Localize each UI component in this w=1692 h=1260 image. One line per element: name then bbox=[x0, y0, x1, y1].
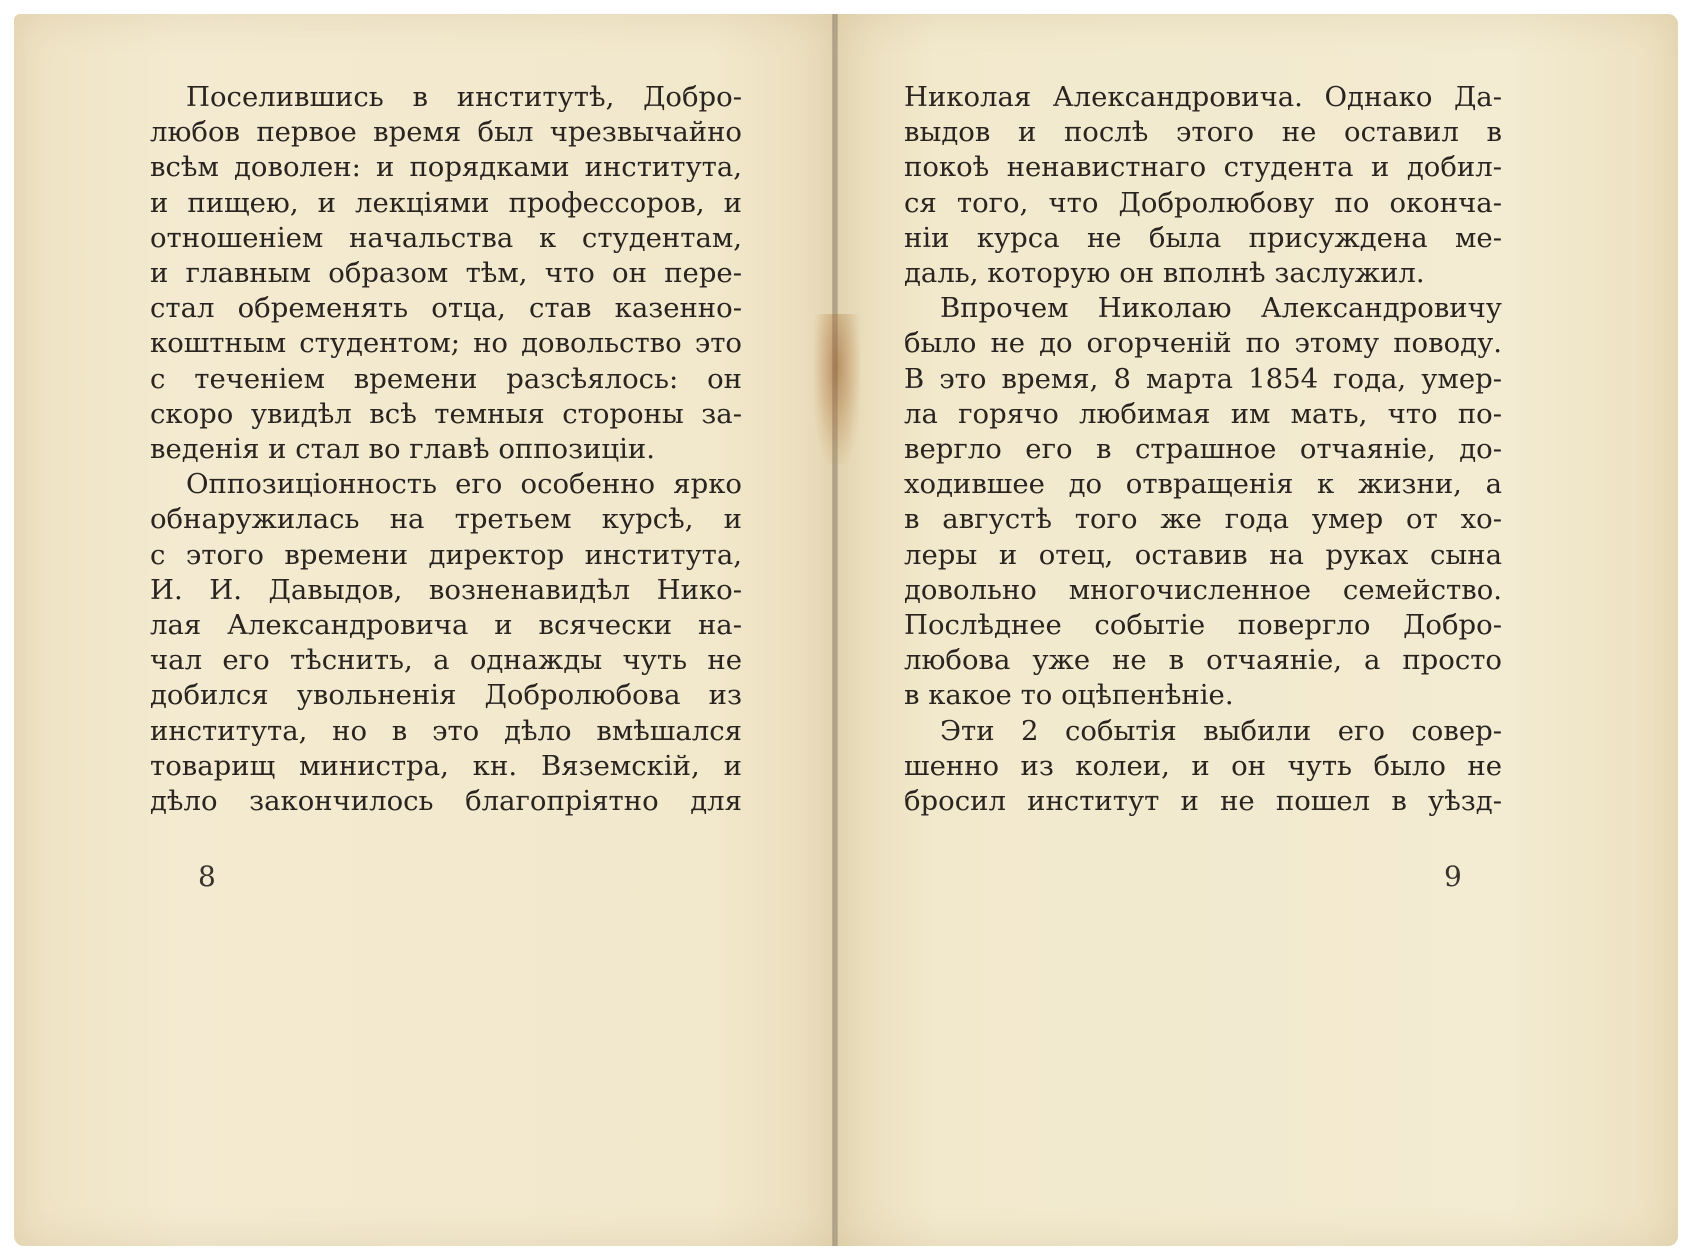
text-line: шенно из колеи, и он чуть было не bbox=[904, 749, 1502, 782]
text-line: с этого времени директор института, bbox=[150, 538, 742, 571]
text-line: выдов и послѣ этого не оставил в bbox=[904, 116, 1502, 149]
text-line: веденія и стал во главѣ оппозиціи. bbox=[150, 433, 655, 466]
right-page-text bbox=[904, 80, 1502, 819]
text-line: Поселившись в институтѣ, Добро- bbox=[186, 81, 742, 113]
text-line: Оппозиціонность его особенно ярко bbox=[186, 468, 742, 501]
text-line: и главным образом тѣм, что он пере- bbox=[150, 257, 742, 290]
text-line: скоро увидѣл всѣ темныя стороны за- bbox=[150, 397, 742, 430]
text-line: и пищею, и лекціями профессоров, и bbox=[150, 186, 742, 219]
book-gutter bbox=[832, 14, 838, 1246]
page-number-left: 8 bbox=[198, 860, 216, 893]
text-line: обнаружилась на третьем курсѣ, и bbox=[150, 503, 742, 536]
text-line: отношеніем начальства к студентам, bbox=[150, 221, 742, 254]
page-number-right: 9 bbox=[1444, 860, 1462, 893]
text-line: покоѣ ненавистнаго студента и добил- bbox=[904, 151, 1502, 184]
text-line: вергло его в страшное отчаяніе, до- bbox=[904, 433, 1502, 466]
text-line: леры и отец, оставив на руках сына bbox=[904, 538, 1502, 571]
text-line: ся того, что Добролюбову по оконча- bbox=[904, 186, 1502, 219]
text-line: даль, которую он вполнѣ заслужил. bbox=[904, 257, 1425, 290]
text-line: коштным студентом; но довольство это bbox=[150, 327, 742, 360]
stain-mark bbox=[814, 314, 860, 464]
left-page-text bbox=[150, 80, 742, 819]
text-line: чал его тѣснить, а однажды чуть не bbox=[150, 644, 742, 677]
text-line: в какое то оцѣпенѣніе. bbox=[904, 679, 1234, 712]
text-line: Впрочем Николаю Александровичу bbox=[940, 292, 1502, 325]
text-line: Эти 2 событія выбили его совер- bbox=[940, 714, 1502, 747]
text-line: института, но в это дѣло вмѣшался bbox=[150, 714, 742, 747]
text-line: любов первое время был чрезвычайно bbox=[150, 116, 742, 149]
text-line: И. И. Давыдов, возненавидѣл Нико- bbox=[150, 573, 742, 606]
text-line: Послѣднее событіе повергло Добро- bbox=[904, 609, 1502, 642]
text-line: стал обременять отца, став казенно- bbox=[150, 292, 742, 325]
text-line: любова уже не в отчаяніе, а просто bbox=[904, 644, 1502, 677]
text-line: ходившее до отвращенія к жизни, а bbox=[904, 468, 1502, 501]
text-line: ла горячо любимая им мать, что по- bbox=[904, 397, 1502, 430]
text-line: Николая Александровича. Однако Да- bbox=[904, 81, 1502, 113]
text-line: бросил институт и не пошел в уѣзд- bbox=[904, 785, 1502, 818]
text-line: в августѣ того же года умер от хо- bbox=[904, 503, 1502, 536]
text-line: добился увольненія Добролюбова из bbox=[150, 679, 742, 712]
text-line: с теченіем времени разсѣялось: он bbox=[150, 362, 742, 395]
text-line: было не до огорченій по этому поводу. bbox=[904, 327, 1502, 360]
text-line: товарищ министра, кн. Вяземскій, и bbox=[150, 749, 742, 782]
text-line: дѣло закончилось благопріятно для bbox=[150, 785, 742, 818]
text-line: В это время, 8 марта 1854 года, умер- bbox=[904, 362, 1502, 395]
text-line: всѣм доволен: и порядками института, bbox=[150, 151, 742, 184]
text-line: лая Александровича и всячески на- bbox=[150, 609, 742, 642]
text-line: довольно многочисленное семейство. bbox=[904, 573, 1502, 606]
text-line: ніи курса не была присуждена ме- bbox=[904, 221, 1502, 254]
